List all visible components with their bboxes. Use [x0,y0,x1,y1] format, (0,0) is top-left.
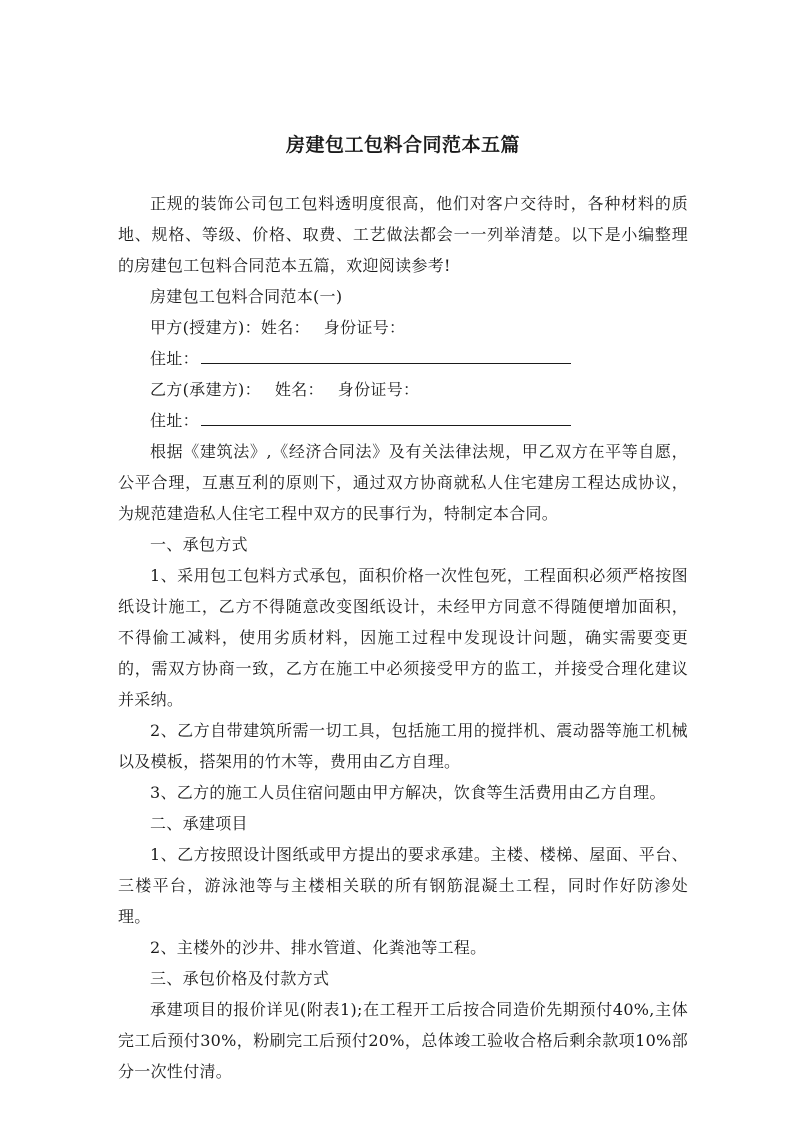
document-title: 房建包工包料合同范本五篇 [285,134,520,156]
preamble-paragraph: 根据《建筑法》,《经济合同法》及有关法律法规，甲乙双方在平等自愿，公平合理，互惠互利的原则下，通过双方协商就私人住宅建房工程达成协议，为规范建造私人住宅工程中双方的民事行为，特制定本合同。 [118,442,688,523]
clause-2-1: 1、乙方按照设计图纸或甲方提出的要求承建。主楼、楼梯、屋面、平台、三楼平台，游泳池等与主楼相关联的所有钢筋混凝土工程，同时作好防渗处理。 [118,845,688,926]
document-page [118,0,688,1132]
clause-1-1: 1、采用包工包料方式承包，面积价格一次性包死，工程面积必须严格按图纸设计施工，乙方不得随意改变图纸设计，未经甲方同意不得随便增加面积，不得偷工减料，使用劣质材料，因施工过程中发现设计问题，确实需要变更的，需双方协商一致，乙方在施工中必须接受甲方的监工，并接受合理化建议并采纳。 [118,566,688,709]
party-b-label: 乙方(承建方)： [150,380,261,399]
party-b-name-label: 姓名： [274,380,324,399]
clause-3-1: 承建项目的报价详见(附表1);在工程开工后按合同造价先期预付40%,主体完工后预付30%，粉刷完工后预付20%，总体竣工验收合格后剩余款项10%部分一次性付清。 [118,1000,688,1081]
heading-price-payment: 三、承包价格及付款方式 [150,969,330,988]
section-title: 房建包工包料合同范本(一) [150,287,343,306]
party-a-id-label: 身份证号： [323,318,406,337]
party-a-name-label: 姓名： [260,318,310,337]
intro-paragraph: 正规的装饰公司包工包料透明度很高，他们对客户交待时，各种材料的质地、规格、等级、价格、取费、工艺做法都会一一列举清楚。以下是小编整理的房建包工包料合同范本五篇，欢迎阅读参考! [118,194,688,275]
clause-1-2: 2、乙方自带建筑所需一切工具，包括施工用的搅拌机、震动器等施工机械以及模板，搭架用的竹木等，费用由乙方自理。 [118,721,688,771]
party-b-line [118,374,688,405]
party-a-address-blank [201,345,571,364]
party-b-address-blank [201,407,571,426]
document-body [118,188,688,1087]
party-a-line [118,312,688,343]
clause-2-2: 2、主楼外的沙井、排水管道、化粪池等工程。 [150,938,487,957]
party-b-address-label: 住址： [150,411,199,430]
party-b-id-label: 身份证号： [337,380,420,399]
heading-contract-method: 一、承包方式 [150,535,248,554]
party-a-address-label: 住址： [150,349,199,368]
clause-1-3: 3、乙方的施工人员住宿问题由甲方解决，饮食等生活费用由乙方自理。 [150,783,666,802]
party-a-label: 甲方(授建方)： [150,318,261,337]
party-b-address-line [118,405,688,436]
party-a-address-line [118,343,688,374]
heading-construction-items: 二、承建项目 [150,814,248,833]
